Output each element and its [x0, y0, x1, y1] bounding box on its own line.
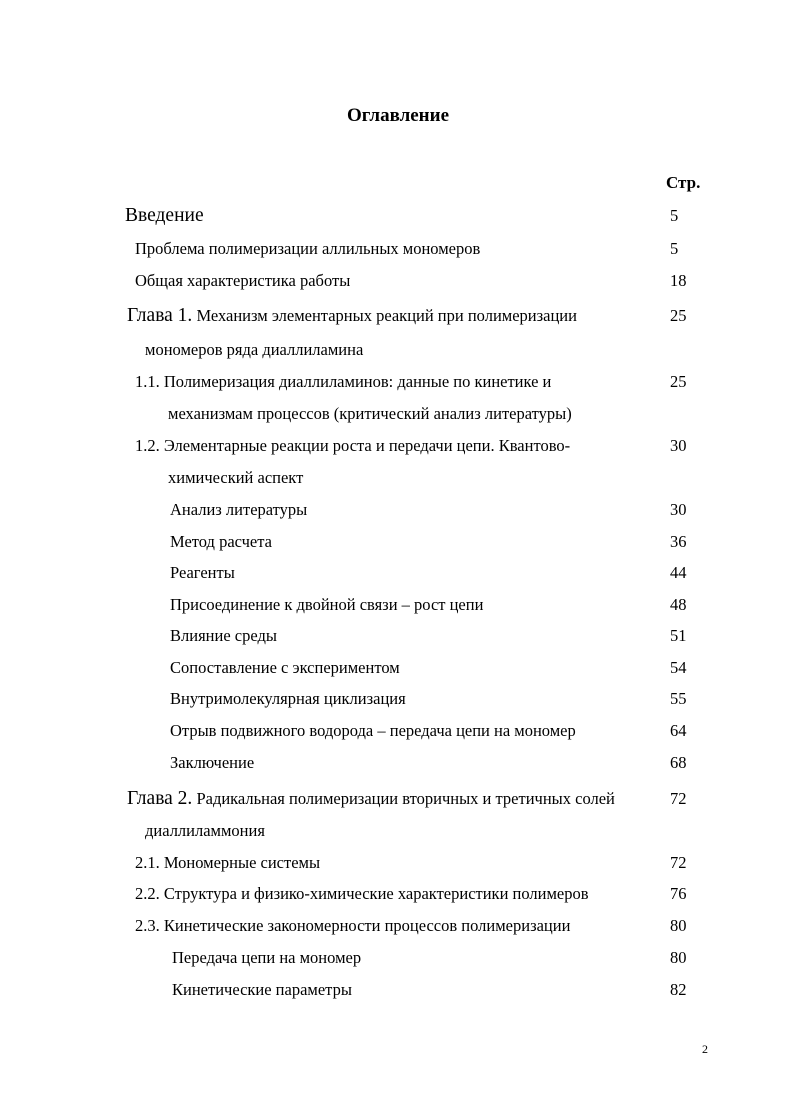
toc-entry-page: 44 — [670, 563, 687, 582]
toc-entry-title: Присоединение к двойной связи – рост цепи — [170, 595, 484, 614]
page-title: Оглавление — [346, 105, 450, 126]
toc-entry-title: 1.2. Элементарные реакции роста и передачи цепи. Квантово- — [135, 436, 571, 455]
toc-entry-page: 54 — [670, 658, 687, 677]
toc-entry-title: 2.1. Мономерные системы — [135, 853, 321, 872]
toc-entry — [170, 723, 576, 740]
toc-entry-page: 30 — [670, 436, 687, 455]
toc-entry-title: Механизм элементарных реакций при полимеризации — [196, 306, 577, 325]
toc-entry — [135, 918, 570, 935]
toc-entry — [170, 755, 254, 772]
toc-entry — [135, 438, 570, 455]
toc-entry-page: 5 — [670, 239, 679, 258]
toc-entry-title: Заключение — [170, 753, 255, 772]
toc-entry — [127, 789, 615, 809]
toc-entry — [170, 534, 272, 551]
toc-entry — [170, 565, 235, 582]
toc-entry-title: Метод расчета — [170, 532, 272, 551]
toc-entry-page: 80 — [670, 916, 687, 935]
toc-entry — [170, 502, 307, 519]
toc-entry-title: Реагенты — [170, 563, 235, 582]
toc-entry — [135, 241, 480, 258]
toc-entry-page: 18 — [670, 271, 687, 290]
toc-entry-page: 76 — [670, 884, 687, 903]
toc-entry — [172, 950, 361, 967]
toc-entry — [172, 982, 352, 999]
toc-entry-title: Сопоставление с экспериментом — [170, 658, 400, 677]
toc-entry — [168, 470, 303, 487]
toc-entry — [135, 855, 320, 872]
toc-entry-title: 2.2. Структура и физико-химические характеристики полимеров — [135, 884, 589, 903]
toc-entry-page: 64 — [670, 721, 687, 740]
toc-entry-page: 36 — [670, 532, 687, 551]
toc-entry-title: химический аспект — [168, 468, 304, 487]
toc-entry-page: 25 — [670, 372, 687, 391]
toc-entry-title: Отрыв подвижного водорода – передача цепи на мономер — [170, 721, 576, 740]
toc-entry-page: 30 — [670, 500, 687, 519]
toc-entry-page: 55 — [670, 689, 687, 708]
toc-entry-title: Проблема полимеризации аллильных мономеров — [135, 239, 481, 258]
toc-entry — [125, 206, 204, 226]
toc-entry-title: мономеров ряда диаллиламина — [145, 340, 364, 359]
toc-entry-page: 82 — [670, 980, 687, 999]
toc-entry — [170, 660, 400, 677]
page-column-header: Стр. — [666, 173, 701, 192]
toc-entry-page: 72 — [670, 789, 687, 808]
toc-entry-lead: Введение — [125, 205, 204, 226]
toc-entry — [145, 342, 363, 359]
toc-entry-title: механизмам процессов (критический анализ литературы) — [168, 404, 572, 423]
toc-entry-page: 51 — [670, 626, 687, 645]
toc-entry-title: Анализ литературы — [170, 500, 308, 519]
toc-entry — [135, 273, 350, 290]
toc-entry-title: 1.1. Полимеризация диаллиламинов: данные по кинетике и — [135, 372, 552, 391]
toc-entry-page: 25 — [670, 306, 687, 325]
toc-entry-page: 72 — [670, 853, 687, 872]
toc-entry — [135, 374, 551, 391]
toc-entry-lead: Глава 2. — [127, 788, 193, 809]
toc-entry — [135, 886, 589, 903]
toc-entry-title: Общая характеристика работы — [135, 271, 351, 290]
toc-entry-page: 48 — [670, 595, 687, 614]
toc-entry-page: 80 — [670, 948, 687, 967]
toc-entry-title: Влияние среды — [170, 626, 277, 645]
toc-entry-title: диаллиламмония — [145, 821, 265, 840]
toc-entry-title: Передача цепи на мономер — [172, 948, 362, 967]
toc-entry-title: 2.3. Кинетические закономерности процессов полимеризации — [135, 916, 571, 935]
toc-entry — [127, 306, 577, 326]
page-number: 2 — [702, 1042, 708, 1056]
toc-entry — [170, 628, 277, 645]
toc-entry — [145, 823, 265, 840]
toc-entry-title: Радикальная полимеризации вторичных и третичных солей — [196, 789, 615, 808]
toc-entry — [168, 406, 572, 423]
toc-entry-title: Кинетические параметры — [172, 980, 352, 999]
toc-entry-page: 68 — [670, 753, 687, 772]
toc-entry-lead: Глава 1. — [127, 305, 193, 326]
toc-entry-title: Внутримолекулярная циклизация — [170, 689, 406, 708]
toc-entry — [170, 597, 483, 614]
toc-entry-page: 5 — [670, 206, 679, 225]
toc-entry — [170, 691, 406, 708]
